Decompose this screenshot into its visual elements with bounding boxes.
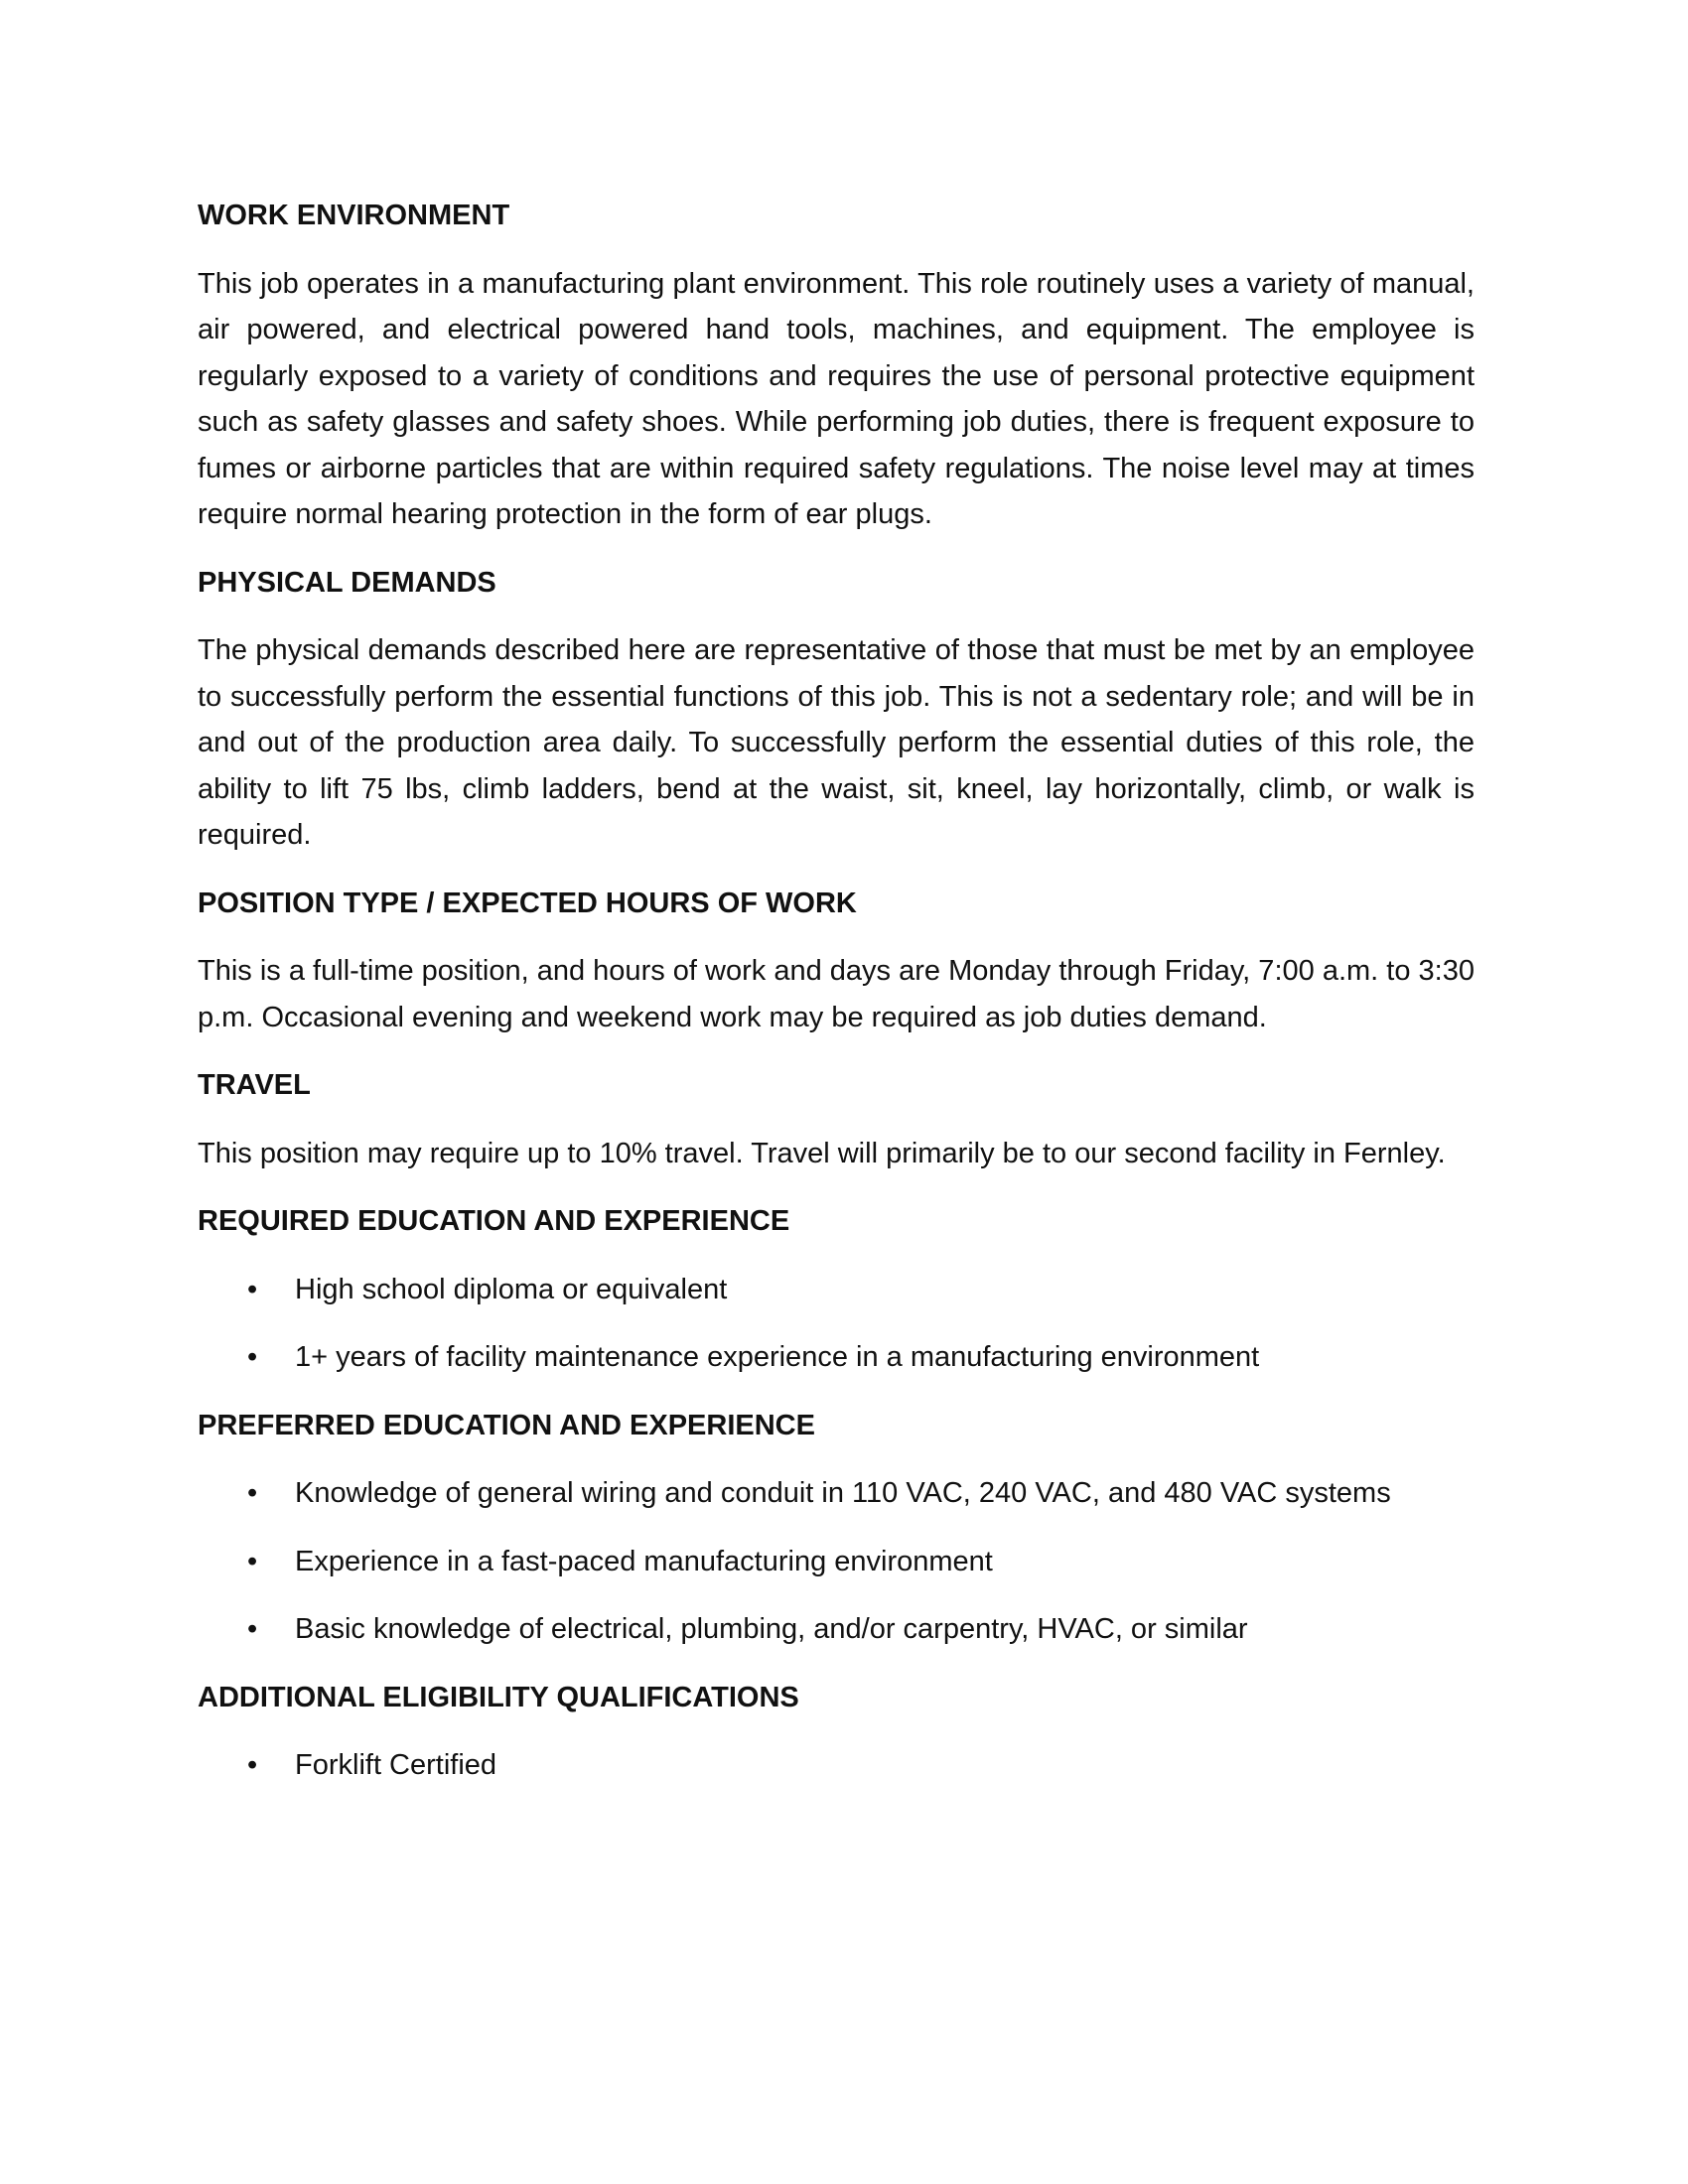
- list-item: [198, 1267, 1475, 1313]
- paragraph-position-type: This is a full-time position, and hours of work and days are Monday through Friday, 7:00 a.m. to 3:30 p.m. Occasional evening and weekend work may be required as job duties demand.: [198, 955, 1475, 1033]
- heading-work-environment: WORK ENVIRONMENT: [198, 200, 510, 231]
- list-item: [198, 1470, 1475, 1517]
- heading-travel: TRAVEL: [198, 1069, 311, 1101]
- paragraph-work-environment: This job operates in a manufacturing plant environment. This role routinely uses a variety of manual, air powered, and electrical powered hand tools, machines, and equipment. The employee is regularly exposed to a variety of conditions and requires the use of personal protective equipment such as safety glasses and safety shoes. While performing job duties, there is frequent exposure to fumes or airborne particles that are within required safety regulations. The noise level may at times require normal hearing protection in the form of ear plugs.: [198, 267, 1475, 530]
- list-item-text: Basic knowledge of electrical, plumbing, and/or carpentry, HVAC, or similar: [295, 1613, 1248, 1645]
- preferred-education-list: [198, 1470, 1475, 1653]
- required-education-list: [198, 1267, 1475, 1381]
- heading-additional-qualifications: ADDITIONAL ELIGIBILITY QUALIFICATIONS: [198, 1681, 799, 1713]
- list-item-text: Experience in a fast-paced manufacturing environment: [295, 1545, 993, 1577]
- bullet-icon: •: [247, 1341, 258, 1373]
- bullet-icon: •: [247, 1613, 258, 1645]
- list-item: [198, 1539, 1475, 1585]
- paragraph-physical-demands: The physical demands described here are representative of those that must be met by an employee to successfully perform the essential functions of this job. This is not a sedentary role; and will be in and out of the production area daily. To successfully perform the essential duties of this role, the ability to lift 75 lbs, climb ladders, bend at the waist, sit, kneel, lay horizontally, climb, or walk is required.: [198, 634, 1475, 851]
- document-page: [198, 193, 1475, 1811]
- additional-qualifications-list: [198, 1742, 1475, 1789]
- list-item: [198, 1606, 1475, 1653]
- list-item-text: Knowledge of general wiring and conduit in 110 VAC, 240 VAC, and 480 VAC systems: [295, 1477, 1391, 1509]
- list-item-text: 1+ years of facility maintenance experience in a manufacturing environment: [295, 1341, 1260, 1373]
- bullet-icon: •: [247, 1273, 258, 1305]
- bullet-icon: •: [247, 1749, 258, 1781]
- heading-required-education: REQUIRED EDUCATION AND EXPERIENCE: [198, 1205, 790, 1237]
- heading-preferred-education: PREFERRED EDUCATION AND EXPERIENCE: [198, 1409, 815, 1441]
- list-item-text: High school diploma or equivalent: [295, 1273, 728, 1305]
- list-item-text: Forklift Certified: [295, 1749, 497, 1781]
- list-item: [198, 1334, 1475, 1381]
- list-item: [198, 1742, 1475, 1789]
- heading-position-type: POSITION TYPE / EXPECTED HOURS OF WORK: [198, 887, 857, 919]
- bullet-icon: •: [247, 1477, 258, 1509]
- heading-physical-demands: PHYSICAL DEMANDS: [198, 566, 496, 599]
- bullet-icon: •: [247, 1545, 258, 1577]
- paragraph-travel: This position may require up to 10% travel. Travel will primarily be to our second facility in Fernley.: [198, 1137, 1446, 1169]
